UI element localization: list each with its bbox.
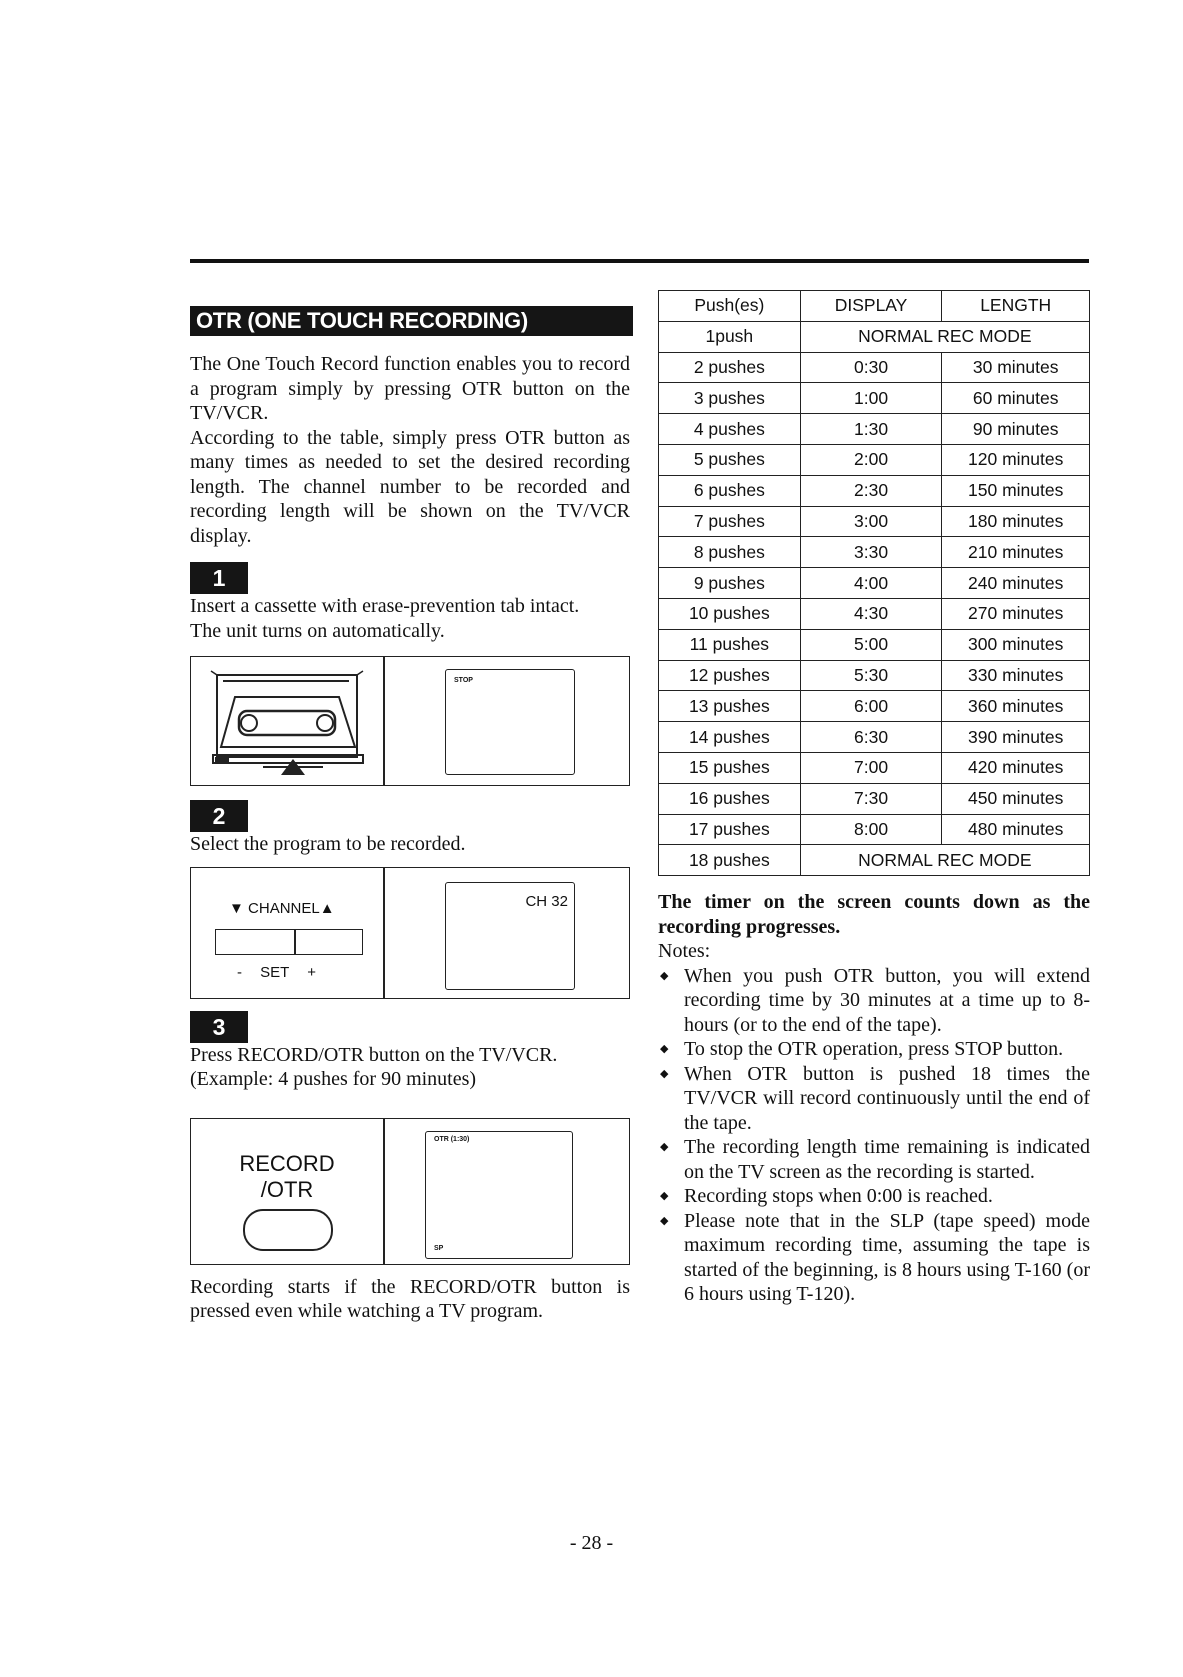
cell-pushes: 1push: [659, 321, 801, 352]
intro-paragraph-2: According to the table, simply press OTR button as many times as needed to set the desired recording length. The channel number to be recorded and recording length will be shown on the TV/VCR display.: [190, 426, 630, 547]
cell-display: 7:30: [800, 783, 942, 814]
cell-pushes: 18 pushes: [659, 845, 801, 876]
table-row: [659, 444, 1090, 475]
cell-display: 8:00: [800, 814, 942, 845]
screen-status-text: STOP: [454, 677, 473, 684]
screen-otr-text: OTR (1:30): [434, 1135, 470, 1143]
table-row: [659, 537, 1090, 568]
table-row: [659, 475, 1090, 506]
header-rule: [190, 259, 1089, 263]
record-otr-button[interactable]: [243, 1209, 333, 1251]
cell-pushes: 11 pushes: [659, 629, 801, 660]
note-item: ◆ When OTR button is pushed 18 times the TV/VCR will record continuously until the end of the tape.: [658, 1062, 1090, 1136]
table-row: [659, 383, 1090, 414]
step-1-text-2: The unit turns on automatically.: [190, 619, 445, 642]
channel-down-icon: ▼: [229, 899, 244, 917]
table-row: [659, 414, 1090, 445]
tv-screen: [445, 882, 575, 990]
screen-channel-text: CH 32: [525, 892, 568, 910]
note-item: ◆ Please note that in the SLP (tape speed) mode maximum recording time, assuming the tape is started of the beginning, is 8 hours using T-160 (or 6 hours using T-120).: [658, 1209, 1090, 1307]
set-minus: -: [237, 963, 242, 981]
cell-length: 240 minutes: [942, 568, 1090, 599]
note-item: ◆ To stop the OTR operation, press STOP button.: [658, 1037, 1090, 1062]
cell-length: 150 minutes: [942, 475, 1090, 506]
notes-heading: Notes:: [658, 940, 711, 963]
cell-pushes: 16 pushes: [659, 783, 801, 814]
section-title: OTR (ONE TOUCH RECORDING): [190, 306, 633, 336]
cell-pushes: 9 pushes: [659, 568, 801, 599]
cell-pushes: 10 pushes: [659, 598, 801, 629]
step-3-text-2: (Example: 4 pushes for 90 minutes): [190, 1068, 477, 1090]
set-plus: +: [307, 963, 317, 981]
otr-label: /OTR: [260, 1176, 314, 1202]
table-row: [659, 783, 1090, 814]
cell-pushes: 14 pushes: [659, 722, 801, 753]
timer-note: The timer on the screen counts down as the recording progresses.: [658, 891, 1090, 938]
cell-pushes: 15 pushes: [659, 752, 801, 783]
cell-length: 390 minutes: [942, 722, 1090, 753]
cell-pushes: 5 pushes: [659, 444, 801, 475]
cell-pushes: 17 pushes: [659, 814, 801, 845]
step-3-badge: 3: [190, 1011, 248, 1043]
cell-display: 5:30: [800, 660, 942, 691]
page-number: - 28 -: [569, 1532, 614, 1554]
cell-length: 330 minutes: [942, 660, 1090, 691]
left-column: [190, 306, 630, 1324]
notes-list: [658, 964, 1090, 1307]
cell-display: 1:30: [800, 414, 942, 445]
channel-control: [229, 900, 335, 917]
table-row: [659, 691, 1090, 722]
table-header-row: [659, 291, 1090, 322]
step-2-badge: 2: [190, 800, 248, 832]
cell-display: NORMAL REC MODE: [800, 845, 1089, 876]
cell-length: 180 minutes: [942, 506, 1090, 537]
table-row: [659, 568, 1090, 599]
screen-speed-text: SP: [434, 1244, 444, 1252]
cell-display: 4:30: [800, 598, 942, 629]
cell-length: 300 minutes: [942, 629, 1090, 660]
cell-length: 420 minutes: [942, 752, 1090, 783]
table-row: [659, 722, 1090, 753]
cell-pushes: 2 pushes: [659, 352, 801, 383]
cell-length: 450 minutes: [942, 783, 1090, 814]
cell-length: 270 minutes: [942, 598, 1090, 629]
step-1-badge: 1: [190, 562, 248, 594]
cell-pushes: 8 pushes: [659, 537, 801, 568]
table-row: [659, 598, 1090, 629]
cell-display: 5:00: [800, 629, 942, 660]
cell-pushes: 7 pushes: [659, 506, 801, 537]
step-2-illustration: [190, 867, 630, 999]
cell-length: 90 minutes: [942, 414, 1090, 445]
cell-pushes: 12 pushes: [659, 660, 801, 691]
right-column: [658, 290, 1090, 1307]
set-label: SET: [260, 963, 290, 981]
cell-display: 4:00: [800, 568, 942, 599]
divider: [383, 868, 385, 998]
note-item: ◆ Recording stops when 0:00 is reached.: [658, 1184, 1090, 1209]
cell-display: 1:00: [800, 383, 942, 414]
step-1-text-1: Insert a cassette with erase-prevention tab intact.: [190, 595, 580, 617]
record-label: RECORD: [239, 1150, 335, 1176]
table-row: [659, 629, 1090, 660]
cell-pushes: 6 pushes: [659, 475, 801, 506]
cell-display: 0:30: [800, 352, 942, 383]
cell-length: 210 minutes: [942, 537, 1090, 568]
cell-display: 2:30: [800, 475, 942, 506]
cell-display: NORMAL REC MODE: [800, 321, 1089, 352]
divider: [383, 1119, 385, 1264]
cell-length: 480 minutes: [942, 814, 1090, 845]
header-length: LENGTH: [942, 291, 1090, 322]
header-pushes: Push(es): [659, 291, 801, 322]
header-display: DISPLAY: [800, 291, 942, 322]
vcr-cassette-icon: [209, 667, 375, 775]
tv-screen: [425, 1131, 573, 1259]
channel-up-icon: ▲: [319, 899, 335, 917]
after-step-3-text: Recording starts if the RECORD/OTR button is pressed even while watching a TV program.: [190, 1275, 630, 1322]
cell-length: 120 minutes: [942, 444, 1090, 475]
otr-table: [658, 290, 1090, 876]
step-3-text-1: Press RECORD/OTR button on the TV/VCR.: [190, 1043, 558, 1066]
cell-pushes: 3 pushes: [659, 383, 801, 414]
cell-display: 3:30: [800, 537, 942, 568]
table-row: [659, 752, 1090, 783]
cell-display: 7:00: [800, 752, 942, 783]
cell-length: 30 minutes: [942, 352, 1090, 383]
tv-screen: [445, 669, 575, 775]
record-otr-label: [191, 1151, 383, 1203]
note-item: ◆ The recording length time remaining is indicated on the TV screen as the recording is started.: [658, 1135, 1090, 1184]
cell-length: 60 minutes: [942, 383, 1090, 414]
table-row: [659, 660, 1090, 691]
note-item: ◆ When you push OTR button, you will extend recording time by 30 minutes at a time up to 8-hours (or to the end of the tape).: [658, 964, 1090, 1038]
set-label-row: [237, 964, 316, 981]
cell-display: 6:00: [800, 691, 942, 722]
table-row: [659, 506, 1090, 537]
cell-pushes: 4 pushes: [659, 414, 801, 445]
cell-display: 2:00: [800, 444, 942, 475]
step-3-illustration: [190, 1118, 630, 1265]
step-1-illustration: [190, 656, 630, 786]
step-2-text: Select the program to be recorded.: [190, 833, 466, 855]
table-row: [659, 352, 1090, 383]
cell-display: 3:00: [800, 506, 942, 537]
table-row: [659, 321, 1090, 352]
cell-display: 6:30: [800, 722, 942, 753]
channel-set-buttons[interactable]: [215, 929, 363, 955]
table-row: [659, 845, 1090, 876]
channel-label: CHANNEL: [248, 899, 320, 917]
table-row: [659, 814, 1090, 845]
intro-paragraph-1: The One Touch Record function enables you to record a program simply by pressing OTR button on the TV/VCR.: [190, 353, 630, 424]
cell-length: 360 minutes: [942, 691, 1090, 722]
divider: [383, 657, 385, 785]
cell-pushes: 13 pushes: [659, 691, 801, 722]
